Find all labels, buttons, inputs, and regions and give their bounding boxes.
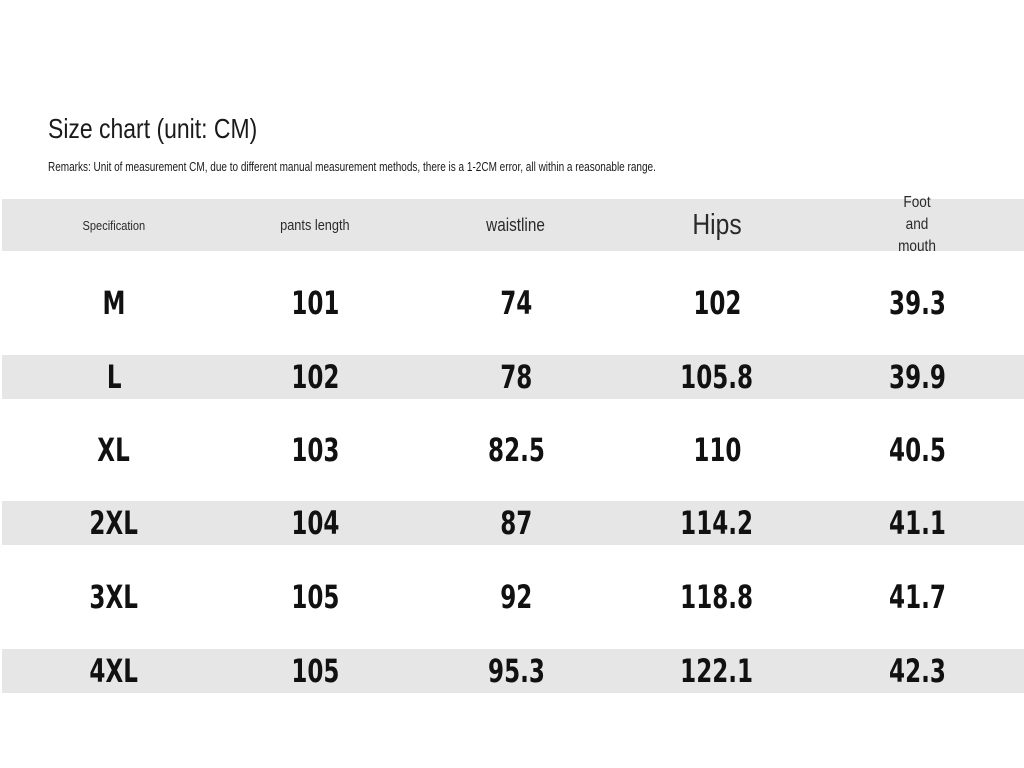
page-title: Size chart (unit: CM) <box>48 113 258 144</box>
waistline-cell: 92 <box>499 578 533 616</box>
size-cell: M <box>102 284 126 322</box>
waistline-cell: 78 <box>499 358 533 396</box>
size-cell: 3XL <box>89 578 139 616</box>
hips-cell: 102 <box>692 284 742 322</box>
waistline-cell: 82.5 <box>487 431 545 469</box>
waistline-cell: 95.3 <box>487 652 545 690</box>
header-label: pants length <box>280 216 350 234</box>
column-header-waistline <box>416 199 616 251</box>
pants-length-cell: 104 <box>290 504 340 542</box>
foot-mouth-cell: 39.3 <box>888 284 946 322</box>
pants-length-cell: 103 <box>290 431 340 469</box>
pants-length-cell: 105 <box>290 652 340 690</box>
size-cell: 2XL <box>89 504 139 542</box>
table-row <box>2 501 1024 545</box>
hips-cell: 118.8 <box>680 578 754 616</box>
table-header-row <box>2 194 1024 255</box>
table-row <box>2 399 1024 501</box>
column-header-pants-length <box>215 199 415 251</box>
header-label: Specification <box>82 217 146 233</box>
column-header-specification <box>14 199 214 251</box>
foot-mouth-cell: 41.7 <box>888 578 946 616</box>
table-row <box>2 545 1024 649</box>
foot-mouth-cell: 40.5 <box>888 431 946 469</box>
hips-cell: 105.8 <box>680 358 754 396</box>
remarks-note: Remarks: Unit of measurement CM, due to different manual measurement methods, there is a 1-2CM error, all within a reasonable range. <box>48 160 656 174</box>
pants-length-cell: 101 <box>290 284 340 322</box>
size-cell: XL <box>97 431 131 469</box>
pants-length-cell: 102 <box>290 358 340 396</box>
hips-cell: 114.2 <box>680 504 754 542</box>
size-table <box>2 194 1024 693</box>
column-header-hips <box>617 199 817 251</box>
foot-mouth-cell: 41.1 <box>888 504 946 542</box>
table-row <box>2 251 1024 355</box>
header-label: Hips <box>692 208 742 241</box>
table-row <box>2 355 1024 399</box>
header-label: Foot and mouth <box>898 194 936 255</box>
column-header-foot-mouth <box>817 194 1017 255</box>
header-label: waistline <box>486 214 546 235</box>
waistline-cell: 74 <box>499 284 533 322</box>
hips-cell: 110 <box>692 431 742 469</box>
waistline-cell: 87 <box>499 504 533 542</box>
size-cell: L <box>106 358 122 396</box>
foot-mouth-cell: 42.3 <box>888 652 946 690</box>
hips-cell: 122.1 <box>680 652 754 690</box>
foot-mouth-cell: 39.9 <box>888 358 946 396</box>
size-cell: 4XL <box>89 652 139 690</box>
pants-length-cell: 105 <box>290 578 340 616</box>
table-row <box>2 649 1024 693</box>
